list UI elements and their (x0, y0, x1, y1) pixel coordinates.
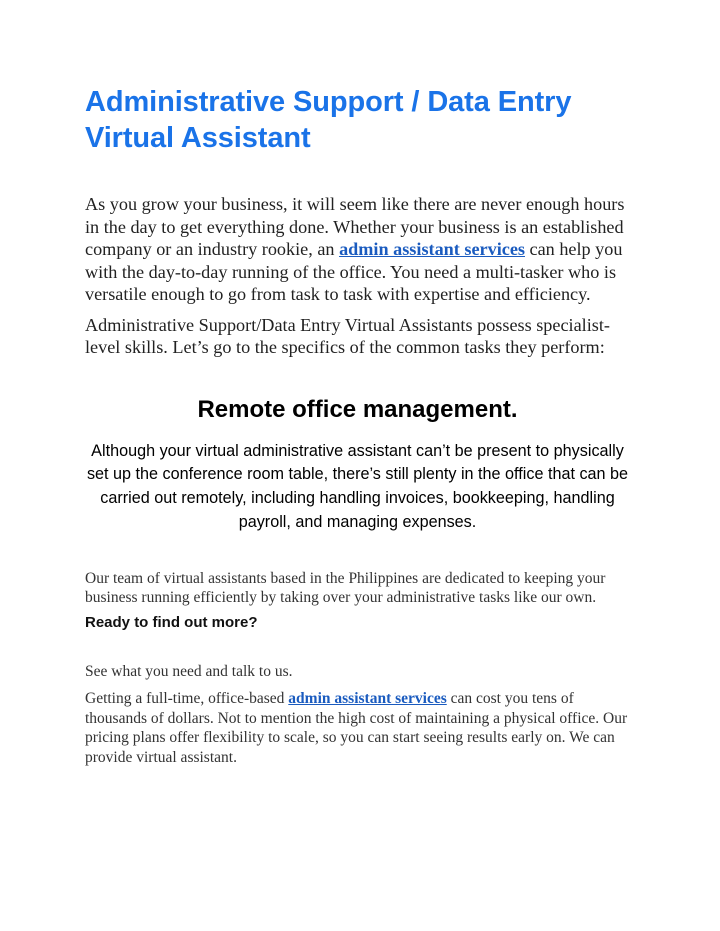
team-paragraph: Our team of virtual assistants based in the Philippines are dedicated to keeping your business running efficiently by taking over your administrative tasks like our own. (85, 570, 606, 607)
remote-management-paragraph: Although your virtual administrative assistant can’t be present to physically set up the conference room table, there’s still plenty in the office that can be carried out remotely, including handling invoices, bookkeeping, handling payroll, and managing expenses. (86, 441, 629, 531)
skills-paragraph: Administrative Support/Data Entry Virtual Assistants possess specialist-level skills. Let’s go to the specifics of the common tasks they perform: (85, 314, 610, 357)
pricing-text-end: can cost you tens of thousands of dollars. Not to mention the high cost of maintaining a physical office. Our pricing plans offer flexibility to scale, so you can start seeing results early on. We can provide virtual assistant. (85, 690, 628, 766)
document-content (85, 84, 630, 767)
admin-assistant-services-link-2[interactable]: admin assistant services (288, 690, 447, 708)
pricing-paragraph (85, 689, 630, 767)
see-paragraph: See what you need and talk to us. (85, 663, 293, 681)
ready-heading: Ready to find out more? (85, 614, 258, 632)
admin-assistant-services-link[interactable]: admin assistant services (339, 239, 525, 259)
pricing-text-start: Getting a full-time, office-based (85, 690, 289, 708)
page-title: Administrative Support / Data Entry Virtual Assistant (85, 86, 572, 154)
intro-text-start: As you grow your business, it will seem like there are never enough hours in the day to get everything done. Whether your business is an established company or an industry rookie, an (85, 194, 625, 259)
intro-text-end: can help you with the day-to-day running of the office. You need a multi-tasker who is versatile enough to go from task to task with expertise and efficiency. (85, 239, 623, 304)
section-heading: Remote office management. (197, 395, 518, 423)
intro-paragraph (85, 193, 630, 306)
